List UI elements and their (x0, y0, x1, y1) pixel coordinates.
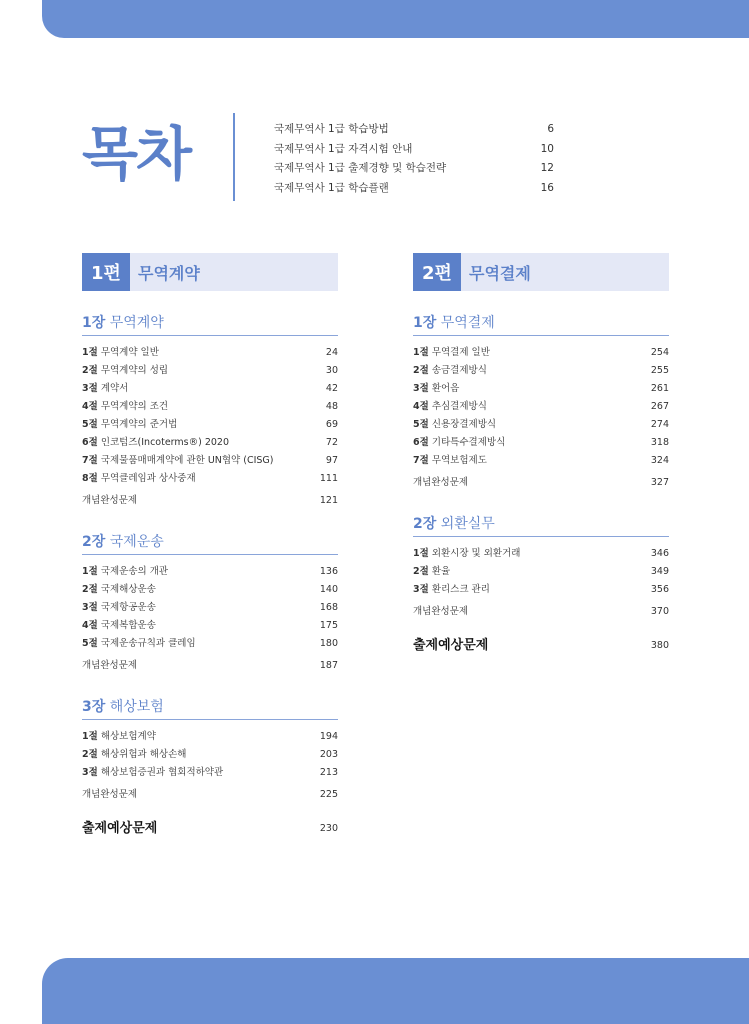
section-item[interactable] (413, 452, 669, 470)
page-title: 목차 (82, 120, 191, 188)
section-page: 168 (319, 602, 338, 613)
part1-title: 무역계약 (130, 253, 338, 291)
section-title: 국제물품매매계약에 관한 UN협약 (CISG) (100, 455, 274, 466)
section-number: 5절 (82, 419, 98, 430)
section-number: 3절 (82, 602, 98, 613)
intro-item-title: 국제무역사 1급 자격시험 안내 (274, 142, 413, 155)
intro-item-title: 국제무역사 1급 학습방법 (274, 123, 389, 135)
section-number: 3절 (82, 767, 98, 778)
part2-title: 무역결제 (461, 253, 669, 291)
section-page: 324 (650, 455, 669, 466)
section-item[interactable] (82, 470, 338, 488)
section-number: 4절 (82, 401, 98, 412)
section-title: 해상위험과 해상손해 (100, 749, 187, 760)
section-number: 3절 (413, 383, 429, 394)
part1-header (82, 253, 338, 291)
section-title: 외환시장 및 외환거래 (431, 548, 521, 559)
section-number: 1절 (82, 731, 98, 742)
section-title: 무역클레임과 상사중재 (100, 473, 196, 484)
part2-header (413, 253, 669, 291)
section-page: 111 (319, 473, 338, 484)
section-item[interactable] (82, 746, 338, 764)
chapter-title: 해상보험 (109, 699, 164, 715)
concept-problems-item[interactable] (82, 657, 338, 675)
section-item[interactable] (413, 581, 669, 599)
practice-problems-page: 380 (650, 640, 669, 651)
concept-problems-page: 225 (319, 789, 338, 800)
section-number: 7절 (82, 455, 98, 466)
section-page: 69 (325, 419, 338, 430)
section-number: 3절 (413, 584, 429, 595)
section-page: 356 (650, 584, 669, 595)
section-number: 2절 (413, 365, 429, 376)
concept-problems-item[interactable] (82, 786, 338, 804)
section-title: 신용장결제방식 (431, 419, 497, 430)
chapter-heading (413, 313, 669, 336)
section-list (82, 728, 338, 782)
section-number: 1절 (413, 548, 429, 559)
section-page: 136 (319, 566, 338, 577)
section-number: 1절 (413, 347, 429, 358)
chapter-number: 2장 (82, 534, 106, 550)
section-page: 346 (650, 548, 669, 559)
section-item[interactable] (82, 563, 338, 581)
section-page: 30 (325, 365, 338, 376)
section-item[interactable] (82, 362, 338, 380)
section-title: 송금결제방식 (431, 365, 487, 376)
section-page: 267 (650, 401, 669, 412)
section-title: 해상보험증권과 협회적하약관 (100, 767, 224, 778)
intro-item[interactable] (274, 179, 554, 199)
section-title: 무역계약의 준거법 (100, 419, 178, 430)
section-number: 2절 (82, 749, 98, 760)
section-title: 무역계약 일반 (100, 347, 159, 358)
concept-problems-item[interactable] (413, 474, 669, 492)
section-title: 추심결제방식 (431, 401, 487, 412)
section-number: 2절 (82, 584, 98, 595)
section-item[interactable] (413, 416, 669, 434)
section-title: 무역계약의 조건 (100, 401, 169, 412)
section-number: 3절 (82, 383, 98, 394)
section-item[interactable] (413, 380, 669, 398)
section-number: 1절 (82, 347, 98, 358)
intro-item-page: 12 (540, 162, 554, 174)
intro-item-title: 국제무역사 1급 출제경향 및 학습전략 (274, 162, 447, 174)
section-page: 140 (319, 584, 338, 595)
section-page: 180 (319, 638, 338, 649)
section-title: 무역보험제도 (431, 455, 487, 466)
section-item[interactable] (413, 398, 669, 416)
top-banner (42, 0, 749, 38)
practice-problems-title: 출제예상문제 (82, 821, 158, 836)
practice-problems-title: 출제예상문제 (413, 638, 489, 653)
chapter-heading (82, 532, 338, 555)
concept-problems-page: 187 (319, 660, 338, 671)
section-title: 계약서 (100, 383, 129, 394)
section-title: 국제운송의 개관 (100, 566, 169, 577)
section-number: 7절 (413, 455, 429, 466)
section-title: 환어음 (431, 383, 460, 394)
section-title: 국제항공운송 (100, 602, 156, 613)
section-page: 274 (650, 419, 669, 430)
part2-number: 2편 (413, 253, 461, 291)
section-page: 261 (650, 383, 669, 394)
section-title: 해상보험계약 (100, 731, 156, 742)
section-item[interactable] (413, 362, 669, 380)
section-item[interactable] (413, 344, 669, 362)
section-item[interactable] (413, 545, 669, 563)
intro-item[interactable] (274, 120, 554, 140)
section-item[interactable] (82, 728, 338, 746)
bottom-banner (42, 958, 749, 1024)
chapter-number: 1장 (413, 315, 437, 331)
section-item[interactable] (82, 452, 338, 470)
section-title: 환리스크 관리 (431, 584, 490, 595)
concept-problems-page: 327 (650, 477, 669, 488)
section-item[interactable] (82, 416, 338, 434)
section-list (82, 563, 338, 653)
section-number: 8절 (82, 473, 98, 484)
section-list (413, 545, 669, 599)
section-title: 무역계약의 성립 (100, 365, 169, 376)
section-page: 72 (325, 437, 338, 448)
section-item[interactable] (82, 599, 338, 617)
chapter-heading (82, 313, 338, 336)
concept-problems-title: 개념완성문제 (82, 789, 138, 800)
section-number: 5절 (82, 638, 98, 649)
practice-problems-page: 230 (319, 823, 338, 834)
section-item[interactable] (413, 563, 669, 581)
section-title: 인코텀즈(Incoterms®) 2020 (100, 437, 230, 448)
section-page: 213 (319, 767, 338, 778)
section-page: 175 (319, 620, 338, 631)
section-page: 203 (319, 749, 338, 760)
chapter-heading (82, 697, 338, 720)
section-item[interactable] (82, 764, 338, 782)
chapter-heading (413, 514, 669, 537)
section-title: 무역결제 일반 (431, 347, 490, 358)
section-page: 97 (325, 455, 338, 466)
concept-problems-item[interactable] (82, 492, 338, 510)
concept-problems-page: 121 (319, 495, 338, 506)
chapter-number: 2장 (413, 516, 437, 532)
intro-item[interactable] (274, 159, 554, 179)
section-title: 기타특수결제방식 (431, 437, 506, 448)
chapter-title: 외환실무 (440, 516, 495, 532)
intro-item-title: 국제무역사 1급 학습플랜 (274, 181, 389, 194)
section-page: 24 (325, 347, 338, 358)
part1-number: 1편 (82, 253, 130, 291)
concept-problems-item[interactable] (413, 603, 669, 621)
concept-problems-title: 개념완성문제 (82, 660, 138, 671)
section-number: 2절 (413, 566, 429, 577)
section-page: 194 (319, 731, 338, 742)
chapter-number: 3장 (82, 699, 106, 715)
chapter-number: 1장 (82, 315, 106, 331)
section-item[interactable] (82, 635, 338, 653)
practice-problems-item[interactable] (413, 635, 669, 657)
section-page: 255 (650, 365, 669, 376)
section-number: 6절 (82, 437, 98, 448)
chapter-title: 무역결제 (440, 315, 495, 331)
section-number: 4절 (413, 401, 429, 412)
intro-item-page: 16 (540, 181, 554, 194)
concept-problems-title: 개념완성문제 (413, 606, 469, 617)
chapter-title: 무역계약 (109, 315, 164, 331)
section-title: 국제운송규칙과 클레임 (100, 638, 196, 649)
section-page: 254 (650, 347, 669, 358)
section-item[interactable] (413, 434, 669, 452)
section-title: 국제해상운송 (100, 584, 156, 595)
intro-item[interactable] (274, 140, 554, 160)
section-number: 1절 (82, 566, 98, 577)
section-page: 42 (325, 383, 338, 394)
concept-problems-title: 개념완성문제 (413, 477, 469, 488)
intro-item-page: 10 (540, 142, 554, 155)
concept-problems-page: 370 (650, 606, 669, 617)
section-list (82, 344, 338, 488)
intro-item-page: 6 (547, 123, 554, 135)
section-page: 48 (325, 401, 338, 412)
practice-problems-item[interactable] (82, 818, 338, 840)
chapter-title: 국제운송 (109, 534, 164, 550)
section-title: 국제복합운송 (100, 620, 156, 631)
section-item[interactable] (82, 617, 338, 635)
section-item[interactable] (82, 380, 338, 398)
section-number: 4절 (82, 620, 98, 631)
section-item[interactable] (82, 344, 338, 362)
section-item[interactable] (82, 581, 338, 599)
part2-column (413, 253, 669, 657)
section-number: 6절 (413, 437, 429, 448)
section-number: 5절 (413, 419, 429, 430)
title-divider (233, 113, 235, 201)
section-item[interactable] (82, 398, 338, 416)
section-page: 349 (650, 566, 669, 577)
section-list (413, 344, 669, 470)
section-page: 318 (650, 437, 669, 448)
intro-list (274, 120, 554, 198)
concept-problems-title: 개념완성문제 (82, 495, 138, 506)
section-number: 2절 (82, 365, 98, 376)
part1-column (82, 253, 338, 840)
section-title: 환율 (431, 566, 451, 577)
section-item[interactable] (82, 434, 338, 452)
